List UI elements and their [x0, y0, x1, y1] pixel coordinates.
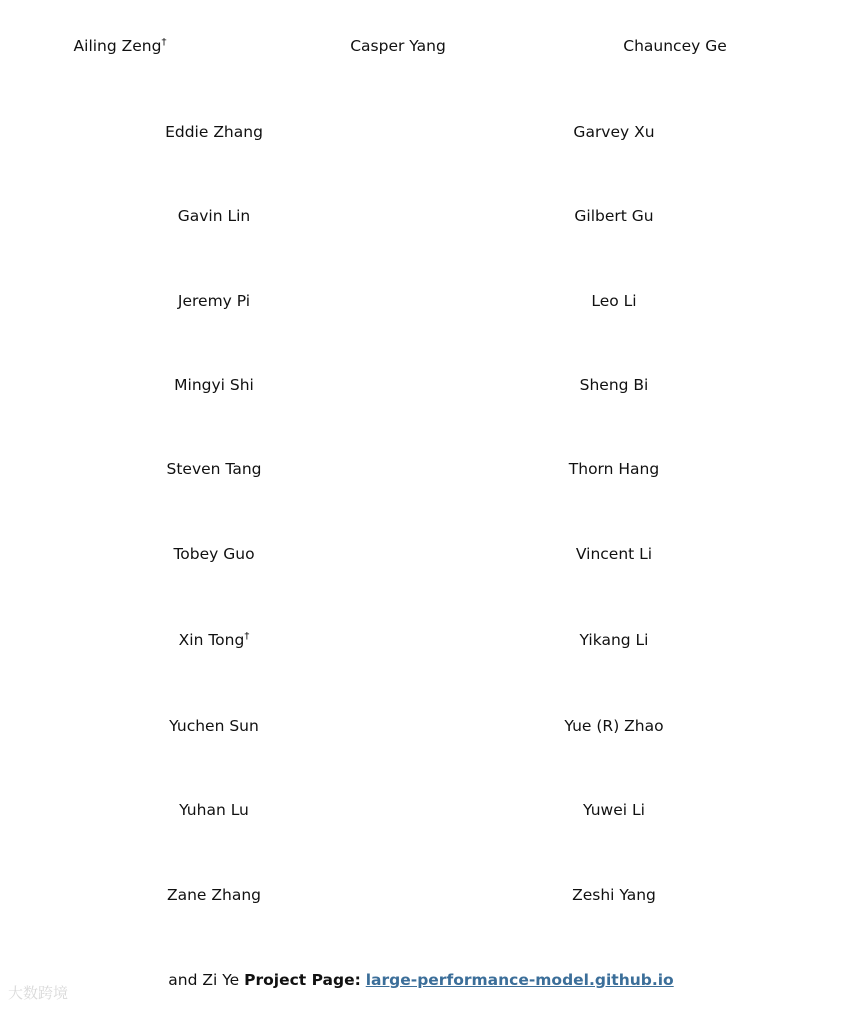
author-left-4: [174, 375, 254, 395]
footer-line: [168, 970, 673, 990]
author-name: Yuhan Lu: [179, 801, 249, 819]
author-name: Xin Tong: [178, 631, 245, 649]
author-name: Leo Li: [591, 292, 637, 310]
author-right-1: [573, 122, 654, 142]
author-right-4: [580, 375, 649, 395]
author-name: Mingyi Shi: [174, 376, 254, 394]
author-name: Zane Zhang: [166, 886, 262, 904]
author-top-2: [350, 36, 446, 56]
author-name: Gavin Lin: [177, 207, 251, 225]
author-name: Sheng Bi: [579, 376, 649, 394]
author-name: Yuwei Li: [583, 801, 645, 819]
author-name: Zeshi Yang: [572, 886, 656, 904]
author-left-2: [178, 206, 251, 226]
author-name: Yue (R) Zhao: [564, 717, 664, 735]
author-left-5: [167, 459, 262, 479]
author-name: Gilbert Gu: [574, 207, 654, 225]
author-top-3: [623, 36, 727, 56]
watermark: [8, 983, 68, 1003]
project-page-link[interactable]: large-performance-model.github.io: [365, 971, 674, 989]
author-right-2: [574, 206, 653, 226]
author-right-9: [583, 800, 645, 820]
author-name: Vincent Li: [575, 545, 653, 563]
author-name: Tobey Guo: [173, 545, 255, 563]
author-name: Yikang Li: [579, 631, 649, 649]
project-page-label: Project Page:: [244, 971, 361, 989]
author-left-1: [165, 122, 263, 142]
author-left-6: [173, 544, 254, 564]
author-right-7: [580, 630, 649, 650]
author-left-7: [179, 630, 250, 650]
author-right-8: [564, 716, 663, 736]
author-right-5: [569, 459, 659, 479]
author-left-9: [179, 800, 249, 820]
watermark-text: 大数跨境: [8, 984, 69, 1002]
author-name: Ailing Zeng: [73, 37, 162, 55]
author-mark: †: [161, 36, 167, 48]
author-right-6: [576, 544, 652, 564]
author-left-8: [169, 716, 259, 736]
author-left-10: [167, 885, 261, 905]
last-author: and Zi Ye: [168, 971, 240, 989]
author-name: Eddie Zhang: [165, 123, 263, 141]
author-name: Jeremy Pi: [177, 292, 251, 310]
author-mark: †: [244, 630, 250, 642]
author-right-10: [572, 885, 656, 905]
author-name: Casper Yang: [350, 37, 446, 55]
author-name: Garvey Xu: [573, 123, 655, 141]
author-name: Thorn Hang: [568, 460, 660, 478]
author-name: Chauncey Ge: [623, 37, 727, 55]
author-top-1: [74, 36, 167, 56]
author-left-3: [178, 291, 250, 311]
author-name: Yuchen Sun: [169, 717, 259, 735]
author-right-3: [591, 291, 636, 311]
author-name: Steven Tang: [166, 460, 262, 478]
